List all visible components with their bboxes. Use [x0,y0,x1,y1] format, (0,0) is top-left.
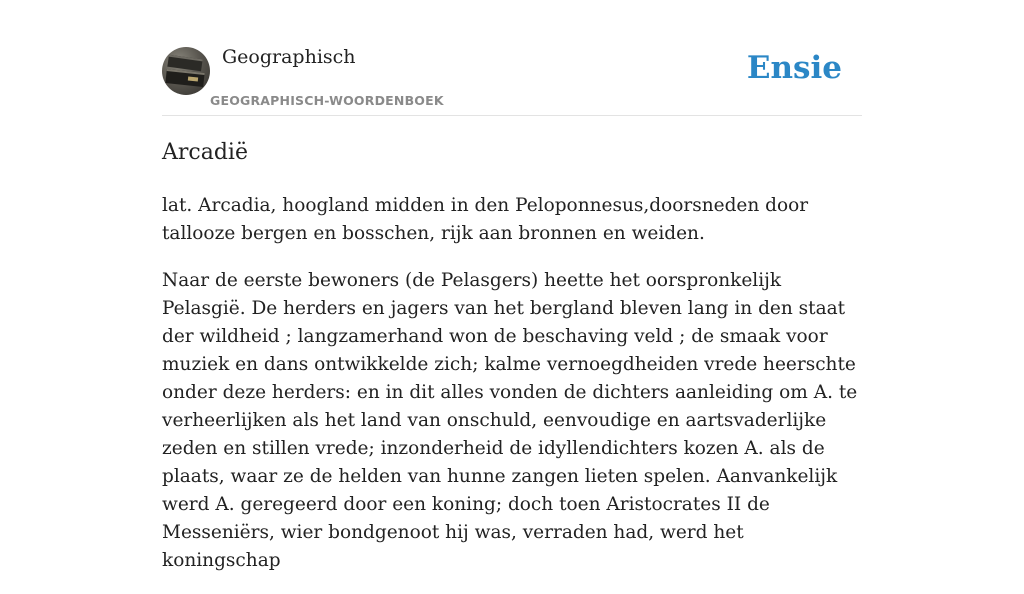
book-spine-icon [165,69,204,87]
dictionary-name[interactable]: Geographisch [222,46,356,68]
books-avatar-icon[interactable] [162,47,210,95]
ensie-logo-link[interactable]: Ensie [746,50,842,86]
header-divider [162,115,862,116]
article-paragraph: lat. Arcadia, hoogland midden in den Peloponnesus,doorsneden door tallooze bergen en bosschen, rijk aan bronnen en weiden. [162,195,809,244]
dictionary-slug[interactable]: GEOGRAPHISCH-WOORDENBOEK [210,93,444,108]
article-title: Arcadië [162,140,248,165]
article-paragraph: Naar de eerste bewoners (de Pelasgers) heette het oorspronkelijk Pelasgië. De herders en jagers van het bergland bleven lang in den staat der wildheid ; langzamerhand won de beschaving veld ; de smaak voor muziek en dans ontwikkelde zich; kalme vernoegdheiden vrede heerschte onder deze herders: en in dit alles vonden de dichters aanleiding om A. te verheerlijken als het land van onschuld, eenvoudige en aartsvaderlijke zeden en stillen vrede; inzonderheid de idyllendichters kozen A. als de plaats, waar ze de helden van hunne zangen lieten spelen. Aanvankelijk werd A. geregeerd door een koning; doch toen Aristocrates II de Messeniërs, wier bondgenoot hij was, verraden had, werd het koningschap [162,270,858,571]
article-body [162,192,862,594]
